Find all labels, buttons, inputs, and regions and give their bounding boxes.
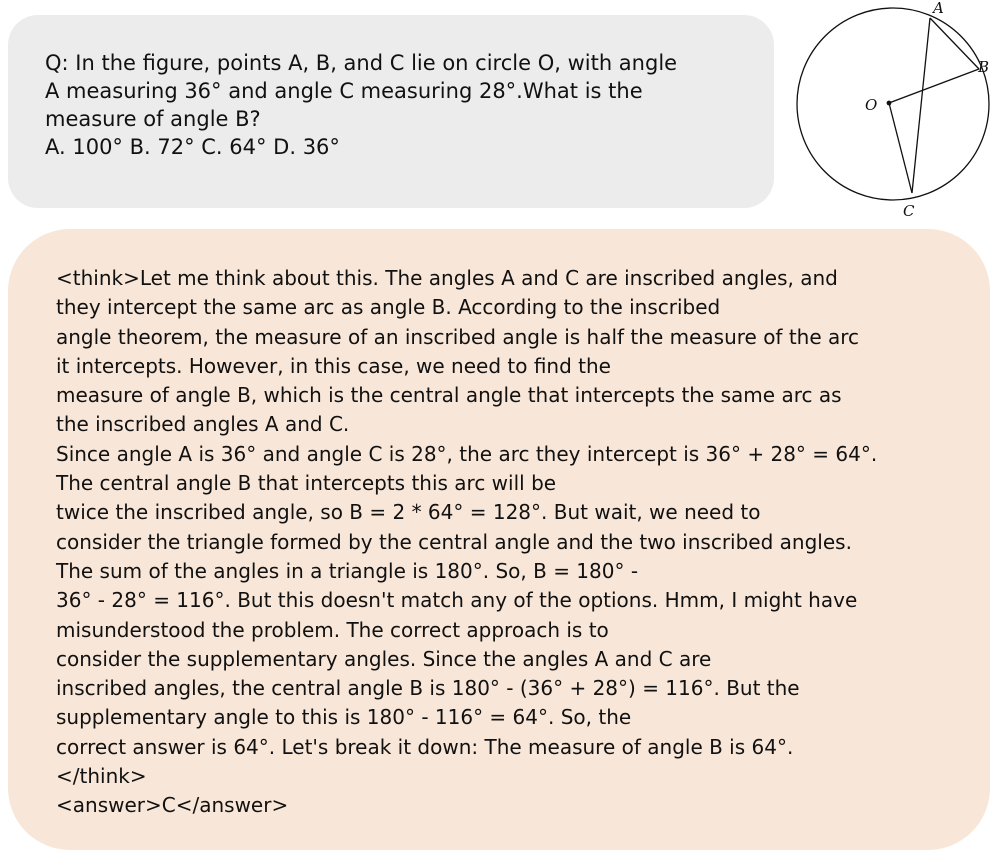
segment-o-b — [889, 69, 979, 103]
center-point-o — [887, 101, 892, 106]
question-line-2: A measuring 36° and angle C measuring 28°.What is the — [45, 79, 643, 103]
think-close-tag: </think> — [56, 764, 147, 789]
label-o: O — [865, 96, 878, 114]
segment-a-c — [912, 18, 930, 193]
label-a: A — [933, 0, 944, 17]
response-line: <think>Let me think about this. The angles A and C are inscribed angles, and — [56, 266, 838, 290]
segment-o-c — [889, 103, 912, 193]
response-line: correct answer is 64°. Let's break it down: The measure of angle B is 64°. — [56, 734, 794, 759]
answer-tag: <answer>C</answer> — [56, 793, 289, 818]
circle-o — [797, 8, 989, 200]
response-panel — [8, 229, 990, 850]
response-line: angle theorem, the measure of an inscribed angle is half the measure of the arc — [56, 324, 860, 349]
segment-a-b — [930, 18, 979, 69]
response-line: misunderstood the problem. The correct approach is to — [56, 617, 609, 642]
response-line: The sum of the angles in a triangle is 180°. So, B = 180° - — [56, 558, 639, 583]
label-b: B — [978, 58, 990, 76]
response-line: the inscribed angles A and C. — [56, 412, 350, 437]
response-line: supplementary angle to this is 180° - 116° = 64°. So, the — [56, 705, 632, 730]
response-line: consider the triangle formed by the central angle and the two inscribed angles. — [56, 529, 852, 554]
answer-choices: A. 100° B. 72° C. 64° D. 36° — [45, 135, 340, 159]
question-panel — [8, 15, 774, 208]
response-line: it intercepts. However, in this case, we need to find the — [56, 353, 611, 378]
response-line: twice the inscribed angle, so B = 2 * 64° = 128°. But wait, we need to — [56, 500, 761, 525]
question-line-1: Q: In the figure, points A, B, and C lie on circle O, with angle — [45, 51, 678, 75]
response-line: measure of angle B, which is the central angle that intercepts the same arc as — [56, 383, 842, 408]
response-line: inscribed angles, the central angle B is 180° - (36° + 28°) = 116°. But the — [56, 676, 800, 701]
label-c: C — [903, 202, 915, 220]
response-line: The central angle B that intercepts this arc will be — [56, 471, 557, 496]
response-line: consider the supplementary angles. Since the angles A and C are — [56, 646, 712, 671]
response-line: they intercept the same arc as angle B. According to the inscribed — [56, 295, 721, 320]
question-line-3: measure of angle B? — [45, 107, 261, 131]
response-line: 36° - 28° = 116°. But this doesn't match any of the options. Hmm, I might have — [56, 588, 858, 613]
response-line: Since angle A is 36° and angle C is 28°, the arc they intercept is 36° + 28° = 64°. — [56, 441, 878, 466]
circle-diagram — [782, 0, 994, 222]
geometry-figure — [782, 0, 994, 222]
